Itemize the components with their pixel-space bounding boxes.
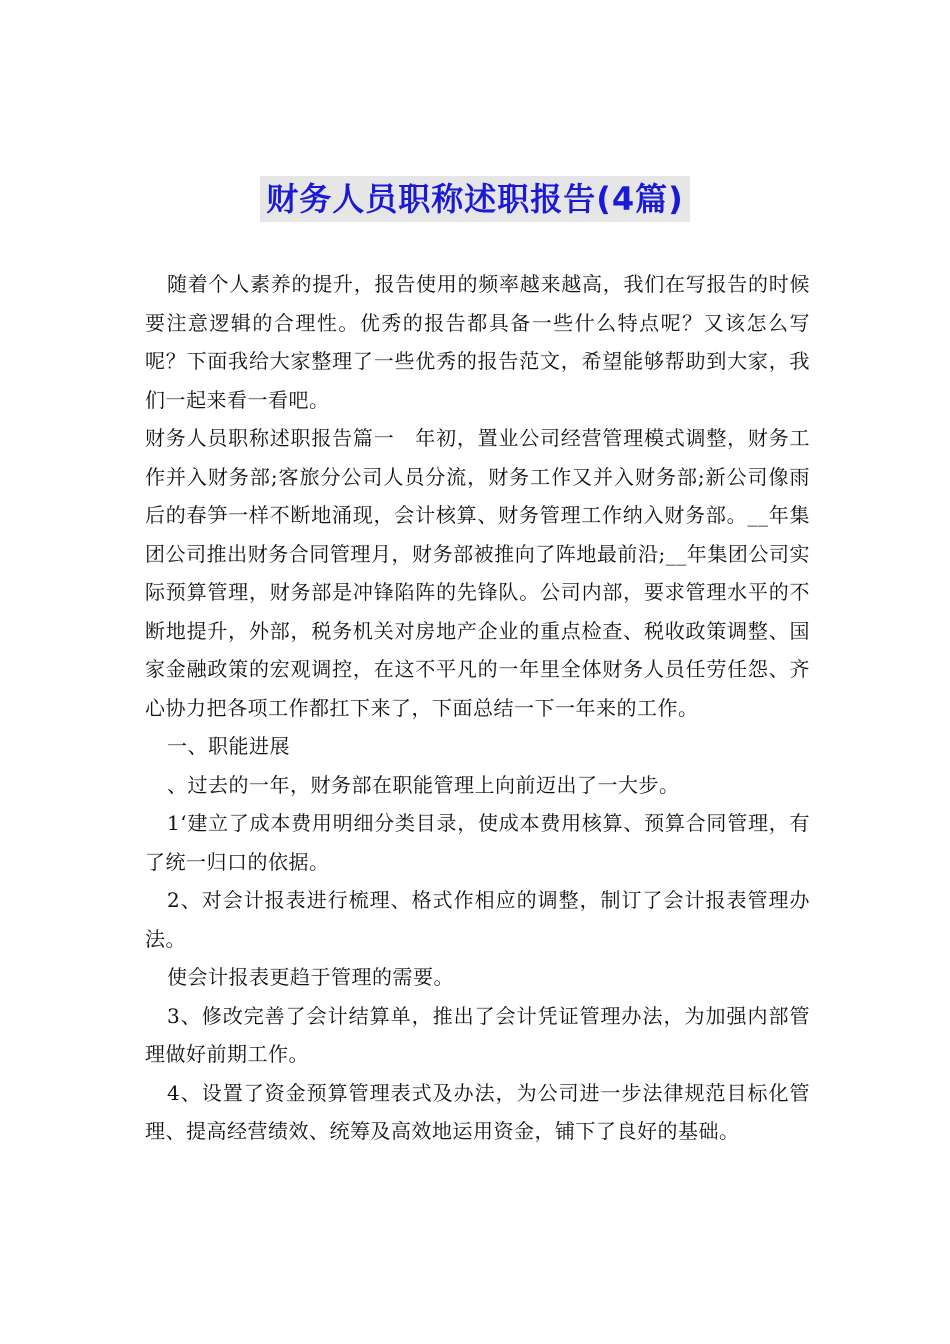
paragraph-past-year: 、过去的一年，财务部在职能管理上向前迈出了一大步。 [167, 772, 680, 797]
list-item-3: 3、修改完善了会计结算单，推出了会计凭证管理办法，为加强内部管理做好前期工作。 [145, 1003, 810, 1066]
list-item-4: 4、设置了资金预算管理表式及办法，为公司进一步法律规范目标化管理、提高经营绩效、统筹及高效地运用资金，铺下了良好的基础。 [145, 1080, 810, 1143]
list-item-2: 2、对会计报表进行梳理、格式作相应的调整，制订了会计报表管理办法。 [145, 888, 810, 951]
heading-functional-progress: 一、职能进展 [167, 734, 290, 758]
document-body [145, 265, 810, 1151]
paragraph-report-note: 使会计报表更趋于管理的需要。 [167, 965, 454, 989]
paragraph-intro: 随着个人素养的提升，报告使用的频率越来越高，我们在写报告的时候要注意逻辑的合理性。优秀的报告都具备一些什么特点呢？又该怎么写呢？下面我给大家整理了一些优秀的报告范文，希望能够帮助到大家，我们一起来看一看吧。 [145, 272, 810, 412]
title-block [0, 176, 950, 222]
document-title: 财务人员职称述职报告(4篇) [260, 176, 690, 222]
paragraph-section-one: 财务人员职称述职报告篇一 年初，置业公司经营管理模式调整，财务工作并入财务部;客旅分公司人员分流，财务工作又并入财务部;新公司像雨后的春笋一样不断地涌现，会计核算、财务管理工作纳入财务部。__年集团公司推出财务合同管理月，财务部被推向了阵地最前沿;__年集团公司实际预算管理，财务部是冲锋陷阵的先锋队。公司内部，要求管理水平的不断地提升，外部，税务机关对房地产企业的重点检查、税收政策调整、国家金融政策的宏观调控，在这不平凡的一年里全体财务人员任劳任怨、齐心协力把各项工作都扛下来了，下面总结一下一年来的工作。 [145, 426, 810, 720]
list-item-1: 1‘建立了成本费用明细分类目录，使成本费用核算、预算合同管理，有了统一归口的依据。 [145, 811, 810, 874]
